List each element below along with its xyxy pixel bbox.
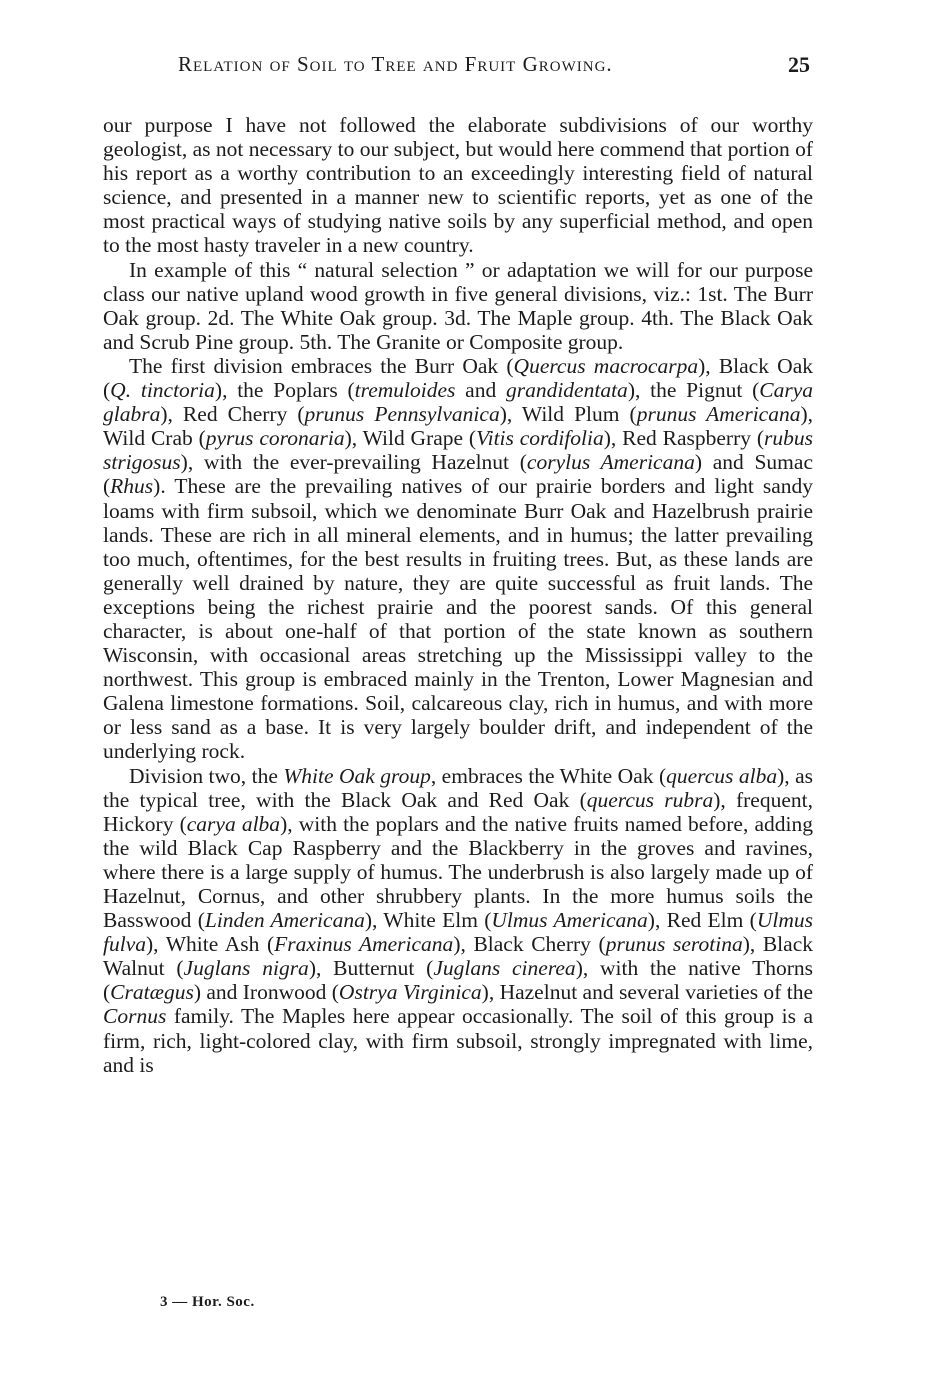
text-run: ), with the native Thorns ( — [103, 956, 813, 1005]
text-run: ), Black Oak ( — [103, 353, 813, 403]
italic-text-run: Cornus — [103, 1004, 167, 1029]
text-run: ), Black Walnut ( — [103, 932, 813, 981]
italic-text-run: Vitis cordifolia — [476, 426, 604, 451]
text-run: ), Hazelnut and several varieties of the — [481, 980, 813, 1005]
text-run: Division two, the — [129, 763, 284, 788]
italic-text-run: tremuloides — [354, 378, 456, 403]
text-run: , embraces the White Oak ( — [430, 763, 667, 788]
running-header: Relation of Soil to Tree and Fruit Growing. — [178, 52, 613, 76]
text-run: ), Black Cherry ( — [453, 932, 606, 957]
text-run: ) and Sumac ( — [103, 450, 813, 499]
paragraph-1 — [103, 113, 813, 258]
text-run: ), frequent, Hickory ( — [103, 787, 813, 836]
text-run: ), Red Elm ( — [647, 908, 757, 933]
text-run: ). These are the prevailing natives of our prairie borders and light sandy loams with firm subsoil, which we denominate Burr Oak and Hazelbrush prairie lands. These are rich in all mineral elements, and in humus; the latter prevailing too much, oftentimes, for the best results in fruiting trees. But, as these lands are generally well drained by nature, they are quite successful as fruit lands. The exceptions being the richest prairie and the poorest sands. Of this general character, is about one-half of that portion of the state known as southern Wisconsin, with occasional areas stretching up the Mississippi valley to the northwest. This group is embraced mainly in the Trenton, Lower Magnesian and Galena limestone formations. Soil, calcareous clay, rich in humus, and with more or less sand as a base. It is very largely boulder drift, and independent of the underlying rock. — [103, 474, 813, 764]
page-number: 25 — [788, 52, 810, 77]
italic-text-run: prunus Pennsylvanica — [304, 402, 500, 427]
italic-text-run: rubus strigosus — [103, 426, 813, 475]
italic-text-run: Quercus macrocarpa — [513, 353, 699, 378]
italic-text-run: Ulmus Americana — [491, 908, 648, 933]
italic-text-run: Fraxinus Americana — [274, 932, 454, 957]
italic-text-run: carya alba — [186, 811, 281, 836]
italic-text-run: corylus Americana — [526, 450, 695, 475]
text-run: ), the Pignut ( — [627, 378, 760, 403]
text-run: ), Red Raspberry ( — [603, 426, 764, 451]
text-run: In example of this “ natural selection ” or adaptation we will for our purpose class our native upland wood growth in five general divisions, viz.: 1st. The Burr Oak group. 2d. The White Oak group. 3d. The Maple group. 4th. The Black Oak and Scrub Pine group. 5th. The Granite or Composite group. — [103, 257, 813, 354]
italic-text-run: pyrus coronaria — [205, 426, 345, 451]
italic-text-run: Ostrya Virginica — [338, 980, 482, 1005]
text-run: ), the Poplars ( — [214, 378, 355, 403]
paragraph-3 — [103, 354, 813, 764]
text-run: ), Wild Grape ( — [344, 426, 477, 451]
signature-mark: 3 — Hor. Soc. — [160, 1294, 255, 1310]
italic-text-run: Juglans nigra — [183, 956, 309, 981]
italic-text-run: grandidentata — [505, 378, 628, 403]
text-run: and — [455, 378, 506, 403]
text-run: ), Butternut ( — [308, 956, 434, 981]
italic-text-run: quercus rubra — [586, 787, 714, 812]
text-run: family. The Maples here appear occasionally. The soil of this group is a firm, rich, light-colored clay, with firm subsoil, strongly impregnated with lime, and is — [103, 1004, 813, 1077]
text-run: our purpose I have not followed the elaborate subdivisions of our worthy geologist, as not necessary to our subject, but would here commend that portion of his report as a worthy contribution to an exceedingly interesting field of natural science, and presented in a manner new to scientific reports, yet as one of the most practical ways of studying native soils by any superficial method, and open to the most hasty traveler in a new country. — [103, 113, 813, 258]
italic-text-run: Rhus — [110, 474, 154, 499]
text-run: ) and Ironwood ( — [193, 980, 339, 1005]
text-run: ), with the poplars and the native fruits named before, adding the wild Black Cap Raspberry and the Blackberry in the groves and ravines, where there is a large supply of humus. The underbrush is also largely made up of Hazelnut, Cornus, and other shrubbery plants. In the more humus soils the Basswood ( — [103, 811, 813, 933]
italic-text-run: prunus serotina — [605, 932, 743, 957]
text-run: The first division embraces the Burr Oak ( — [129, 353, 514, 378]
text-run: ), Wild Plum ( — [499, 402, 637, 427]
italic-text-run: White Oak group — [283, 763, 431, 788]
paragraph-2 — [103, 258, 813, 354]
text-run: ), White Ash ( — [146, 932, 275, 957]
body-text — [103, 113, 813, 1077]
text-run: ), Wild Crab ( — [103, 402, 814, 451]
text-run: ), as the typical tree, with the Black Oak and Red Oak ( — [103, 763, 813, 812]
italic-text-run: quercus alba — [666, 763, 778, 788]
italic-text-run: Linden Americana — [204, 908, 365, 933]
text-run: ), with the ever-prevailing Hazelnut ( — [180, 450, 527, 475]
italic-text-run: Cratægus — [110, 980, 194, 1005]
italic-text-run: prunus Americana — [636, 402, 801, 427]
text-run: ), White Elm ( — [364, 908, 492, 933]
text-run: ), Red Cherry ( — [160, 402, 305, 427]
italic-text-run: Ulmus fulva — [103, 908, 813, 957]
italic-text-run: Carya glabra — [103, 378, 813, 427]
italic-text-run: Juglans cinerea — [433, 956, 576, 981]
italic-text-run: Q. tinctoria — [110, 378, 215, 403]
paragraph-4 — [103, 764, 813, 1077]
